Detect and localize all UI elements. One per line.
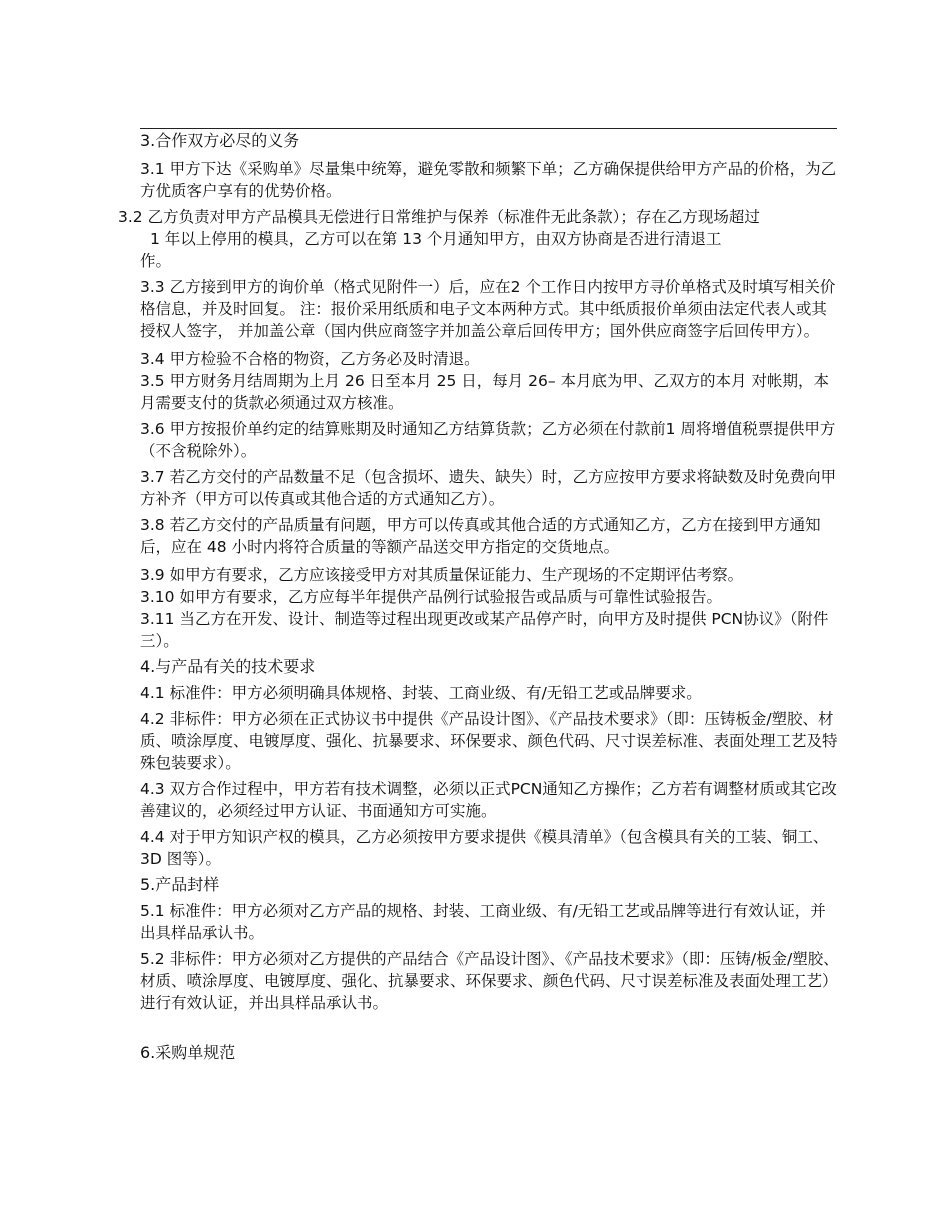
clause-3-2-line-3: 作。 xyxy=(140,252,172,270)
section-heading-6: 6.采购单规范 xyxy=(140,1043,236,1062)
clause-3-3: 3.3 乙方接到甲方的询价单（格式见附件一）后，应在2 个工作日内按甲方寻价单格式及时填写相关价格信息，并及时回复。 注：报价采用纸质和电子文本两种方式。其中纸质报价单须由法定代表人或其授权人签字， 并加盖公章（国内供应商签字并加盖公章后回传甲方；国外供应商签字后回传甲方）。 xyxy=(140,278,836,340)
clause-3-5: 3.5 甲方财务月结周期为上月 26 日至本月 25 日，每月 26– 本月底为甲、乙双方的本月 对帐期，本月需要支付的货款必须通过双方核准。 xyxy=(140,372,829,412)
clause-5-1: 5.1 标准件：甲方必须对乙方产品的规格、封装、工商业级、有/无铅工艺或品牌等进行有效认证，并出具样品承认书。 xyxy=(140,902,826,942)
clause-3-1: 3.1 甲方下达《采购单》尽量集中统筹，避免零散和频繁下单；乙方确保提供给甲方产品的价格，为乙方优质客户享有的优势价格。 xyxy=(140,160,837,200)
section-heading-3: 3.合作双方必尽的义务 xyxy=(140,131,300,150)
clause-4-4: 4.4 对于甲方知识产权的模具，乙方必须按甲方要求提供《模具清单》（包含模具有关的工装、铜工、3D 图等）。 xyxy=(140,828,829,868)
section-heading-5: 5.产品封样 xyxy=(140,875,220,894)
clause-3-11: 3.11 当乙方在开发、设计、制造等过程出现更改或某产品停产时，向甲方及时提供 PCN协议》（附件三）。 xyxy=(140,610,829,650)
clause-3-2-line-2: 1 年以上停用的模具，乙方可以在第 13 个月通知甲方，由双方协商是否进行清退工 xyxy=(150,230,722,248)
clause-5-2: 5.2 非标件：甲方必须对乙方提供的产品结合《产品设计图》、《产品技术要求》（即：压铸/板金/塑胶、材质、喷涂厚度、电镀厚度、强化、抗暴要求、环保要求、颜色代码、尺寸误差标准及表面处理工艺）进行有效认证，并出具样品承认书。 xyxy=(140,950,839,1012)
clause-3-7: 3.7 若乙方交付的产品数量不足（包含损坏、遗失、缺失）时，乙方应按甲方要求将缺数及时免费向甲方补齐（甲方可以传真或其他合适的方式通知乙方）。 xyxy=(140,468,837,508)
clause-3-2-line-1: 3.2 乙方负责对甲方产品模具无偿进行日常维护与保养（标准件无此条款）；存在乙方现场超过 xyxy=(118,208,760,226)
clause-4-3: 4.3 双方合作过程中，甲方若有技术调整，必须以正式PCN通知乙方操作；乙方若有调整材质或其它改善建议的，必须经过甲方认证、书面通知方可实施。 xyxy=(140,780,837,820)
section-heading-4: 4.与产品有关的技术要求 xyxy=(140,657,316,676)
clause-3-9: 3.9 如甲方有要求，乙方应该接受甲方对其质量保证能力、生产现场的不定期评估考察。 xyxy=(140,566,744,584)
document-body xyxy=(118,130,840,1064)
clause-4-2: 4.2 非标件：甲方必须在正式协议书中提供《产品设计图》、《产品技术要求》（即：压铸板金/塑胶、材质、喷涂厚度、电镀厚度、强化、抗暴要求、环保要求、颜色代码、尺寸误差标准、表面处理工艺及特殊包装要求）。 xyxy=(140,710,838,772)
clause-3-2 xyxy=(118,206,840,272)
clause-3-8: 3.8 若乙方交付的产品质量有问题，甲方可以传真或其他合适的方式通知乙方，乙方在接到甲方通知后，应在 48 小时内将符合质量的等额产品送交甲方指定的交货地点。 xyxy=(140,516,821,556)
header-rule xyxy=(140,128,837,129)
clause-4-1: 4.1 标准件：甲方必须明确具体规格、封装、工商业级、有/无铅工艺或品牌要求。 xyxy=(140,684,702,702)
clause-3-4: 3.4 甲方检验不合格的物资，乙方务必及时清退。 xyxy=(140,350,480,368)
clause-3-6: 3.6 甲方按报价单约定的结算账期及时通知乙方结算货款；乙方必须在付款前1 周将增值税票提供甲方（不含税除外）。 xyxy=(140,420,836,460)
clause-3-10: 3.10 如甲方有要求，乙方应每半年提供产品例行试验报告或品质与可靠性试验报告。 xyxy=(140,588,722,606)
